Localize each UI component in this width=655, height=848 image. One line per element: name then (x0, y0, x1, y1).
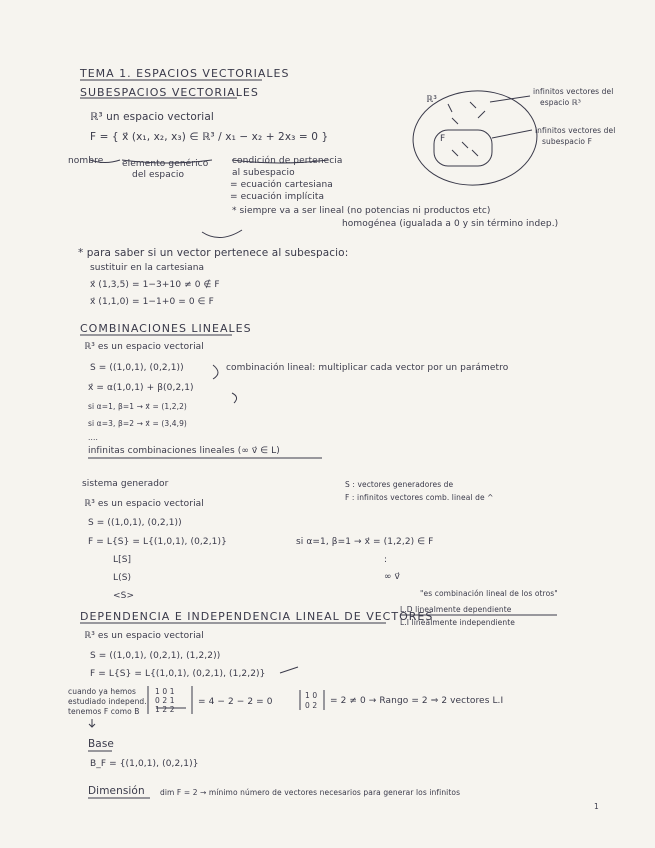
note-lineal-1: * siempre va a ser lineal (no potencias ni productos etc) (232, 206, 491, 216)
diag-arrow (462, 142, 468, 148)
comb-l3: x⃗ = α(1,0,1) + β(0,2,1) (88, 383, 194, 393)
dep-l1: ℝ³ es un espacio vectorial (84, 631, 204, 641)
sub-definition: F = { x⃗ (x₁, x₂, x₃) ∈ ℝ³ / x₁ − x₂ + 2x₃ = 0 } (90, 131, 329, 143)
base-heading: Base (88, 738, 114, 750)
comb-l5: si α=3, β=2 → x⃗ = (3,4,9) (88, 419, 187, 428)
gen-quote: "es combinación lineal de los otros" (420, 589, 558, 598)
det1-row-1: 1 0 1 (155, 687, 175, 696)
curved-arrow (202, 230, 242, 238)
pertenece-1: * para saber si un vector pertenece al subespacio: (78, 247, 349, 259)
det2-row-1: 1 0 (305, 691, 318, 700)
down-arrow (89, 719, 95, 727)
pertenece-4: x⃗ (1,1,0) = 1−1+0 = 0 ∈ F (90, 297, 214, 307)
pertenece-2: sustituir en la cartesiana (90, 263, 205, 273)
comb-l4: si α=1, β=1 → x⃗ = (1,2,2) (88, 402, 187, 411)
comb-heading: COMBINACIONES LINEALES (80, 322, 252, 335)
diagram-note-3: infinitos vectores del (535, 126, 616, 135)
gen-r2: F : infinitos vectores comb. lineal de ^ (345, 493, 494, 502)
cross-out (280, 667, 298, 673)
gen-l1: ℝ³ es un espacio vectorial (84, 499, 204, 509)
gen-l2: S = ((1,0,1), (0,2,1)) (88, 518, 182, 528)
det1-result: = 4 − 2 − 2 = 0 (198, 697, 273, 707)
label-elemento-1: elemento genérico (122, 159, 209, 169)
dep-side-1: cuando ya hemos (68, 687, 137, 696)
comb-brace (213, 365, 218, 379)
label-condicion-1: condición de pertenecia (232, 156, 343, 166)
gen-r3: si α=1, β=1 → x⃗ = (1,2,2) ∈ F (296, 537, 434, 547)
comb-l1: ℝ³ es un espacio vectorial (84, 342, 204, 352)
dep-ld: L.D linealmente dependiente (400, 605, 512, 614)
dim-heading: Dimensión (88, 785, 145, 797)
gen-l6: <S> (113, 591, 135, 601)
label-condicion-3: = ecuación cartesiana (230, 180, 333, 190)
gen-l4: L[S] (113, 555, 132, 565)
gen-r1: S : vectores generadores de (345, 480, 454, 489)
dep-l2: S = ((1,0,1), (0,2,1), (1,2,2)) (90, 651, 221, 661)
comb-l7: infinitas combinaciones lineales (∞ v⃗ ∈ L) (88, 446, 280, 456)
page-number: 1 (594, 802, 599, 811)
comb-l6: .... (88, 433, 98, 442)
dep-l3: F = L{S} = L{(1,0,1), (0,2,1), (1,2,2)} (90, 669, 266, 679)
dim-l1: dim F = 2 → mínimo número de vectores necesarios para generar los infinitos (160, 788, 461, 797)
dep-li: L.I linealmente independiente (400, 618, 515, 627)
comb-arrow (232, 393, 237, 403)
gen-l5: L(S) (113, 573, 132, 583)
diagram-note-1: infinitos vectores del (533, 87, 614, 96)
note-lineal-2: homogénea (igualada a 0 y sin término indep.) (342, 219, 559, 229)
dep-side-3: tenemos F como B (68, 707, 140, 716)
tema-heading: TEMA 1. ESPACIOS VECTORIALES (80, 67, 290, 80)
gen-r4: : (384, 555, 388, 565)
pertenece-3: x⃗ (1,3,5) = 1−3+10 ≠ 0 ∉ F (90, 280, 220, 290)
det1-row-2: 0 2 1 (155, 696, 175, 705)
label-condicion-4: = ecuación implícita (230, 192, 325, 202)
base-l1: B_F = {(1,0,1), (0,2,1)} (90, 759, 199, 769)
det2-result: = 2 ≠ 0 → Rango = 2 ⇒ 2 vectores L.I (330, 696, 504, 706)
subespacios-heading: SUBESPACIOS VECTORIALES (80, 86, 259, 99)
diag-arrow (472, 150, 478, 156)
label-elemento-2: del espacio (132, 170, 185, 180)
dep-heading: DEPENDENCIA E INDEPENDENCIA LINEAL DE VECTORES (80, 610, 434, 623)
diag-pointer (492, 130, 532, 138)
diag-arrow (448, 104, 452, 112)
diag-arrow (452, 118, 458, 124)
comb-l2b: combinación lineal: multiplicar cada vector por un parámetro (226, 363, 509, 373)
dep-side-2: estudiado independ. (68, 697, 147, 706)
det1-row-3: 1 2 2 (155, 705, 175, 714)
gen-title: sistema generador (82, 479, 169, 489)
label-nombre: nombre (68, 156, 104, 166)
diagram-note-2: espacio ℝ³ (540, 98, 582, 107)
gen-r5: ∞ v⃗ (384, 572, 400, 582)
diag-arrow (470, 102, 476, 108)
diag-arrow (452, 150, 458, 156)
diagram-f-label: F (440, 134, 446, 144)
diagram-note-4: subespacio F (542, 137, 592, 146)
diag-arrow (478, 111, 485, 118)
diagram-r3-label: ℝ³ (426, 95, 437, 105)
diag-pointer (490, 96, 530, 102)
det2-row-2: 0 2 (305, 701, 318, 710)
sub-r3: ℝ³ un espacio vectorial (90, 111, 214, 123)
gen-l3: F = L{S} = L{(1,0,1), (0,2,1)} (88, 537, 227, 547)
comb-l2: S = ((1,0,1), (0,2,1)) (90, 363, 184, 373)
label-condicion-2: al subespacio (232, 168, 295, 178)
